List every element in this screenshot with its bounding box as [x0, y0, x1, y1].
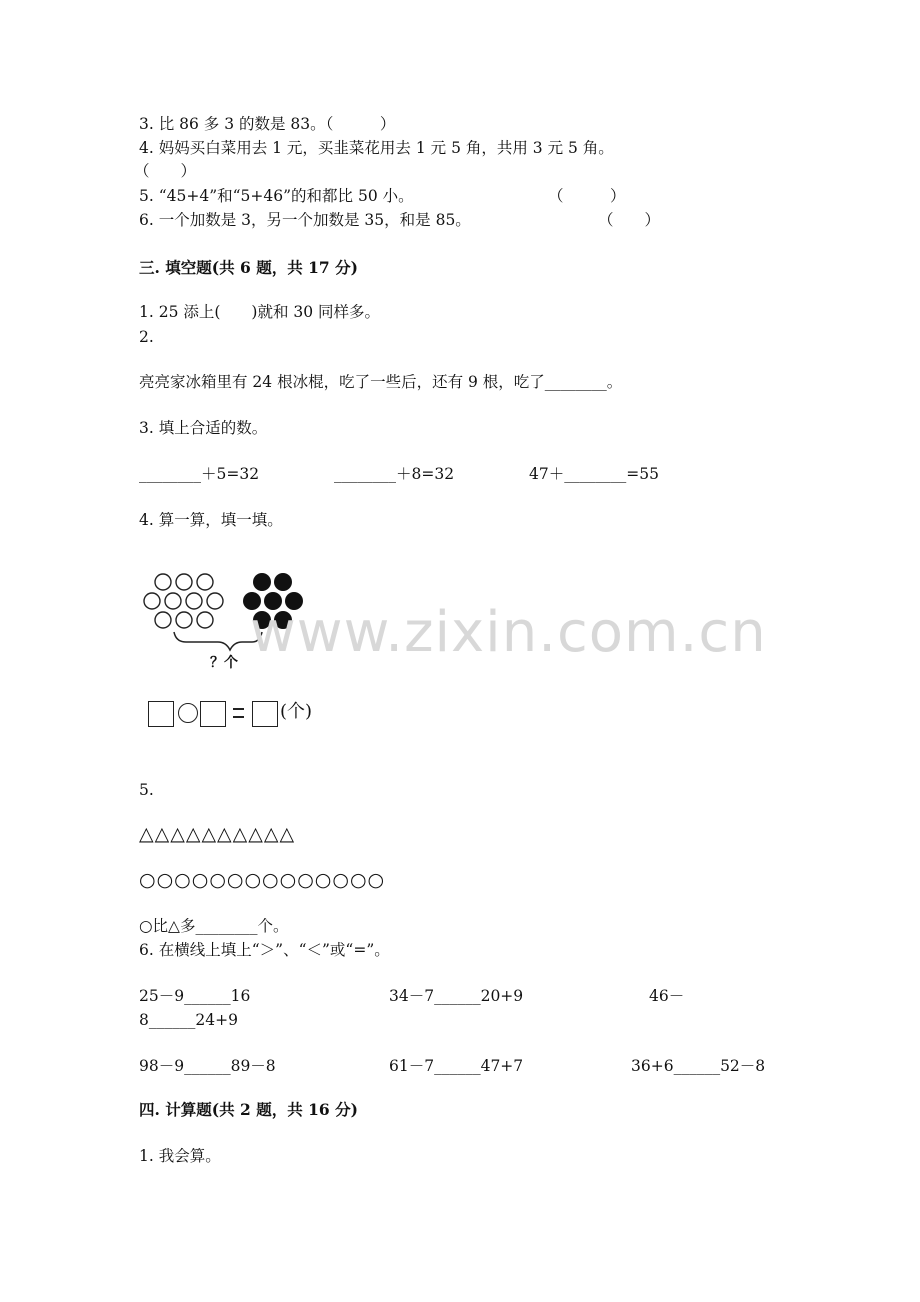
circle-row: ○○○○○○○○○○○○○○ — [139, 869, 386, 891]
hollow-circle — [155, 612, 171, 628]
triangle-row: △△△△△△△△△△ — [139, 823, 296, 845]
compare-a: 25－9______16 — [139, 987, 251, 1005]
hollow-circle — [176, 612, 192, 628]
fill-q5-text: ○比△多________个。 — [139, 917, 289, 935]
fill-q3: 3. 填上合适的数。 — [139, 419, 268, 437]
section3-title: 三. 填空题(共 6 题，共 17 分) — [139, 258, 358, 277]
hollow-circle — [197, 612, 213, 628]
operator-circle[interactable] — [178, 703, 198, 723]
compare-d: 98－9______89－8 — [139, 1057, 276, 1075]
filled-circle — [274, 573, 292, 591]
filled-circle — [253, 573, 271, 591]
answer-box-2[interactable] — [200, 701, 226, 727]
judge-q6-paren: （ ） — [598, 211, 661, 229]
judge-q5: 5. “45+4”和“5+46”的和都比 50 小。 — [139, 187, 414, 205]
compare-c-line2: 8______24+9 — [139, 1011, 238, 1029]
compare-e: 61－7______47+7 — [389, 1057, 524, 1075]
curly-brace — [174, 632, 262, 650]
judge-q6: 6. 一个加数是 3，另一个加数是 35，和是 85。 — [139, 211, 471, 229]
fill-q1: 1. 25 添上( )就和 30 同样多。 — [139, 303, 381, 321]
hollow-circle — [165, 593, 181, 609]
fill-q3-a: ________＋5=32 — [139, 465, 260, 483]
watermark: www.zixin.com.cn — [250, 600, 767, 665]
section4-title: 四. 计算题(共 2 题，共 16 分) — [139, 1100, 358, 1119]
fill-q2: 亮亮家冰箱里有 24 根冰棍，吃了一些后，还有 9 根，吃了________。 — [139, 373, 623, 391]
fill-q3-b: ________＋8=32 — [334, 465, 455, 483]
fill-q5-number: 5. — [139, 781, 154, 799]
hollow-circle — [176, 574, 192, 590]
unit-label: (个) — [280, 701, 313, 722]
fill-q2-number: 2. — [139, 328, 154, 346]
compare-b: 34－7______20+9 — [389, 987, 524, 1005]
hollow-circle — [144, 593, 160, 609]
calc-q1: 1. 我会算。 — [139, 1147, 221, 1165]
fill-q4: 4. 算一算，填一填。 — [139, 511, 283, 529]
answer-box-1[interactable] — [148, 701, 174, 727]
judge-q4: 4. 妈妈买白菜用去 1 元，买韭菜花用去 1 元 5 角，共用 3 元 5 角。 — [139, 139, 614, 157]
hollow-circle — [207, 593, 223, 609]
compare-f: 36+6______52－8 — [631, 1057, 766, 1075]
equals-sign — [233, 708, 244, 718]
judge-q4-paren: （ ） — [134, 162, 197, 180]
fill-q6: 6. 在横线上填上“＞”、“＜”或“=”。 — [139, 941, 390, 959]
judge-q3: 3. 比 86 多 3 的数是 83。（ ） — [139, 115, 396, 133]
hollow-circle — [197, 574, 213, 590]
figure-question-label: ？个 — [210, 655, 238, 671]
answer-box-3[interactable] — [252, 701, 278, 727]
fill-q3-c: 47＋________=55 — [529, 465, 659, 483]
compare-c-line1: 46－ — [649, 987, 685, 1005]
judge-q5-paren: （ ） — [548, 187, 626, 205]
hollow-circle — [186, 593, 202, 609]
hollow-circle — [155, 574, 171, 590]
